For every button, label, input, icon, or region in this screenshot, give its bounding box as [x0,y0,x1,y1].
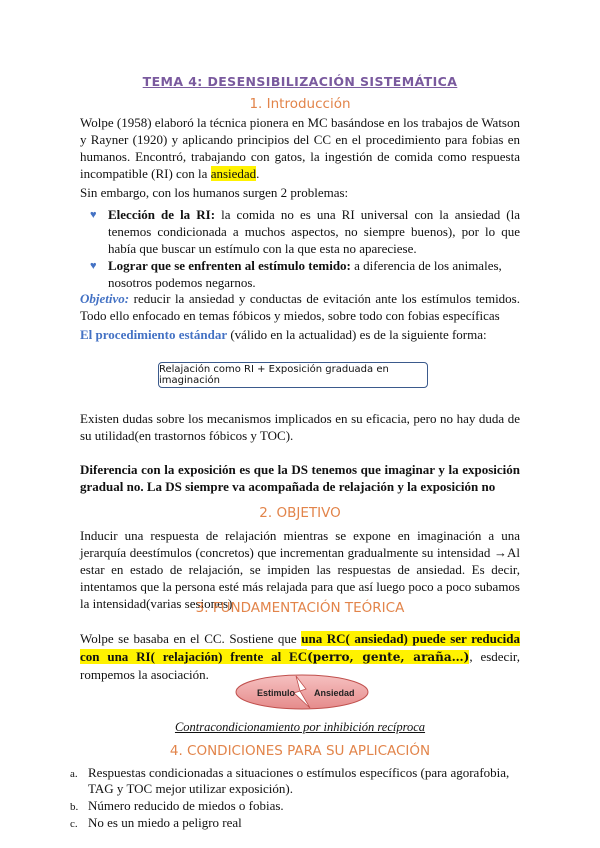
diagram-label-estimulo: Estimulo [257,688,296,698]
section-heading-fundamentacion: 3. FUNDAMENTACIÓN TEÓRICA [195,600,405,616]
diagram-label-ansiedad: Ansiedad [314,688,355,698]
heart-bullet-icon: ♥ [90,260,97,272]
list-item [64,798,524,814]
objetivo-section-text: Inducir una respuesta de relajación mientras se expone en imaginación a una jerarquía deestímulos (concretos) que incrementan gradualmente su intensidad →Al estar en estado de relajación, se impiden las respuestas de ansiedad. Es decir, intentamos que la persona esté más relajada para que así luego poco a poco subamos la intensidad(varias sesiones) [80,528,520,611]
intro-text-end: . [256,166,260,181]
diagram-caption: Contracondicionamiento por inhibición recíproca [174,720,426,734]
list-item [64,815,524,831]
stimulus-anxiety-diagram [232,672,372,712]
conditions-list [64,765,524,831]
list-item-text: Respuestas condicionadas a situaciones o estímulos específicos (para agorafobia, TAG y TOC mejor utilizar exposición). [88,765,510,796]
bullet-item-2 [90,257,520,291]
fund-text-post: , esdecir, rompemos la asociación. [80,649,520,682]
bullet-item-1 [90,206,520,257]
highlight-rc-ri: una RC( ansiedad) puede ser reducida con una RI( relajación) frente al EC [80,631,520,664]
procedimiento-text: (válido en la actualidad) es de la siguiente forma: [227,327,487,342]
list-item [64,765,524,797]
highlight-ansiedad: ansiedad [210,166,257,181]
page-title: TEMA 4: DESENSIBILIZACIÓN SISTEMÁTICA [142,74,458,89]
section-heading-introduccion: 1. Introducción [249,96,351,112]
objetivo-text: reducir la ansiedad y conductas de evitación ante los estímulos temidos. Todo ello enfocado en temas fóbicos y miedos, sobre todo con fobias específicas [80,291,520,323]
section-heading-condiciones: 4. CONDICIONES PARA SU APLICACIÓN [169,743,431,759]
objetivo-paragraph [80,290,520,324]
procedimiento-label: El procedimiento estándar [80,327,228,342]
bullet-2-text: a diferencia de los animales, nosotros podemos negarnos. [108,258,502,290]
problems-intro: Sin embargo, con los humanos surgen 2 problemas: [80,185,349,200]
difference-paragraph: Diferencia con la exposición es que la DS tenemos que imaginar y la exposición gradual no. La DS siempre va acompañada de relajación y la exposición no [80,462,520,494]
intro-paragraph [80,114,520,182]
highlight-ec-examples: (perro, gente, araña…) [307,650,470,664]
list-marker: b. [70,801,79,813]
list-marker: a. [70,768,78,780]
list-item-text: Número reducido de miedos o fobias. [88,798,284,813]
list-marker: c. [70,818,78,830]
fund-text-pre: Wolpe se basaba en el CC. Sostiene que [80,631,302,646]
heart-bullet-icon: ♥ [90,209,97,221]
list-item-text: No es un miedo a peligro real [88,815,242,830]
bullet-2-bold: Lograr que se enfrenten al estímulo temido: [108,258,351,273]
intro-text: Wolpe (1958) elaboró la técnica pionera en MC basándose en los trabajos de Watson y Rayner (1920) y aplicando principios del CC en el procedimiento para fobias en humanos. Encontró, trabajando con gatos, la ingestión de comida como respuesta incompatible (RI) con la [80,115,520,181]
bullet-1-bold: Elección de la RI: [108,207,216,222]
objetivo-label: Objetivo: [80,291,130,306]
procedimiento-paragraph [80,326,520,343]
section-heading-objetivo: 2. OBJETIVO [259,505,341,521]
procedure-box: Relajación como RI + Exposición graduada en imaginación [158,362,428,388]
bullet-1-text: la comida no es una RI universal con la ansiedad (la tenemos condicionada a muchos aspectos, no siempre buenos), por lo que había que buscar un estímulo con la que esta no apareciese. [108,207,520,256]
doubts-paragraph: Existen dudas sobre los mecanismos implicados en su eficacia, pero no hay duda de su utilidad(en trastornos fóbicos y TOC). [80,411,520,443]
